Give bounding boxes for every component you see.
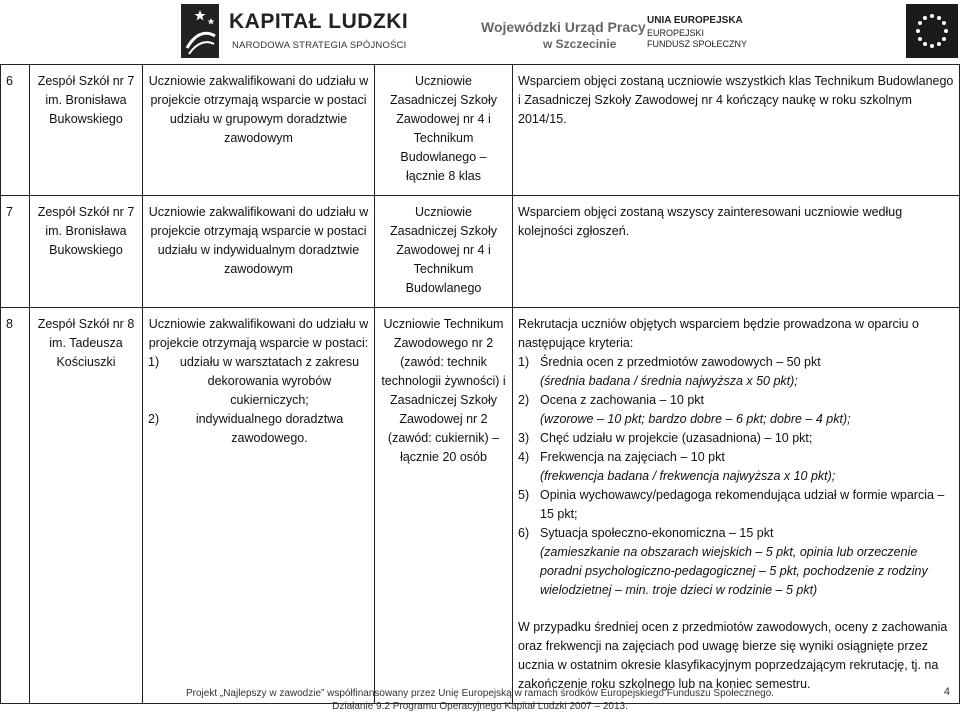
list-number: 5) [518,488,530,502]
criterion-text: Chęć udziału w projekcie (uzasadniona) – 10 pkt; [540,431,813,445]
target-participants: Uczniowie Technikum Zawodowego nr 2 (zawód: technik technologii żywności) i Zasadniczej Szkoły Zawodowej nr 2 (zawód: cukiernik) – łącznie 20 osób [375,308,513,704]
logo-subtitle: NARODOWA STRATEGIA SPÓJNOŚCI [232,40,407,51]
recruitment-criteria: Wsparciem objęci zostaną uczniowie wszystkich klas Technikum Budowlanego i Zasadniczej Szkoły Zawodowej nr 4 kończący naukę w roku szkolnym 2014/15. [513,65,960,196]
eu-flag-logo [906,4,958,58]
recruitment-criteria: Wsparciem objęci zostaną wszyscy zainteresowani uczniowie według kolejności zgłoszeń. [513,196,960,308]
list-text: udziału w warsztatach z zakresu dekorowania wyrobów cukierniczych; [179,355,360,407]
list-number: 2) [148,412,160,426]
table-row [1,196,960,308]
list-number: 6) [518,526,530,540]
list-number: 2) [518,393,530,407]
office-name: Wojewódzki Urząd Pracy [481,19,646,35]
office-city: w Szczecinie [543,37,617,51]
page-header [0,0,960,62]
school-name: Zespół Szkół nr 7 im. Bronisława Bukowskiego [30,196,143,308]
list-item [518,353,954,391]
list-number: 1) [148,355,160,369]
row-number: 7 [1,196,30,308]
description-intro: Uczniowie zakwalifikowani do udziału w projekcie otrzymają wsparcie w postaci: [148,317,369,350]
criterion-note: (średnia badana / średnia najwyższa x 50 pkt); [540,374,798,388]
list-text: indywidualnego doradztwa zawodowego. [195,412,344,445]
criteria-intro: Rekrutacja uczniów objętych wsparciem będzie prowadzona w oparciu o następujące kryteria: [518,317,919,350]
list-item [518,486,954,524]
list-item [148,353,369,410]
support-description [143,308,375,704]
eu-label: UNIA EUROPEJSKA [647,15,743,26]
target-participants: Uczniowie Zasadniczej Szkoły Zawodowej nr 4 i Technikum Budowlanego [375,196,513,308]
list-item [518,429,954,448]
criterion-note: (zamieszkanie na obszarach wiejskich – 5 pkt, opinia lub orzeczenie poradni psychologiczno-pedagogicznej – 5 pkt, pochodzenie z rodziny wielodzietnej – min. troje dzieci w rodzinie – 5 pkt) [540,545,928,597]
page-number: 4 [943,686,950,698]
criterion-note: (wzorowe – 10 pkt; bardzo dobre – 6 pkt; dobre – 4 pkt); [540,412,851,426]
list-number: 3) [518,431,530,445]
criterion-note: (frekwencja badana / frekwencja najwyższa x 10 pkt); [540,469,836,483]
list-number: 1) [518,355,530,369]
eu-fund-label-1: EUROPEJSKI [647,28,705,38]
criterion-text: Średnia ocen z przedmiotów zawodowych – 50 pkt [540,355,821,369]
page-footer [0,687,960,713]
criterion-text: Sytuacja społeczno-ekonomiczna – 15 pkt [540,526,774,540]
list-number: 4) [518,450,530,464]
kapital-ludzki-logo [181,4,219,58]
criteria-footnote: W przypadku średniej ocen z przedmiotów zawodowych, oceny z zachowania oraz frekwencji na zajęciach pod uwagę bierze się wyniki osiągnięte przez ucznia w ostatnim okresie klasyfikacyjnym poprzedzającym rekrutację, tj. na zakończenie roku szkolnego lub na koniec semestru. [518,620,948,691]
table-row [1,308,960,704]
support-description: Uczniowie zakwalifikowani do udziału w projekcie otrzymają wsparcie w postaci udziału w grupowym doradztwie zawodowym [143,65,375,196]
recruitment-table [0,64,960,704]
target-participants: Uczniowie Zasadniczej Szkoły Zawodowej nr 4 i Technikum Budowlanego – łącznie 8 klas [375,65,513,196]
logo-title: KAPITAŁ LUDZKI [229,10,409,33]
list-item [518,448,954,486]
criterion-text: Frekwencja na zajęciach – 10 pkt [540,450,725,464]
list-item [148,410,369,448]
criteria-list [518,353,954,600]
footer-project-line: Projekt „Najlepszy w zawodzie” współfinansowany przez Unię Europejską w ramach środków Europejskiego Funduszu Społecznego. [185,688,775,699]
footer-program-line: Działanie 9.2 Programu Operacyjnego Kapitał Ludzki 2007 – 2013. [332,701,628,712]
eu-fund-label-2: FUNDUSZ SPOŁECZNY [647,39,748,49]
school-name: Zespół Szkół nr 7 im. Bronisława Bukowskiego [30,65,143,196]
table-row [1,65,960,196]
criterion-text: Ocena z zachowania – 10 pkt [540,393,704,407]
recruitment-criteria [513,308,960,704]
support-description: Uczniowie zakwalifikowani do udziału w projekcie otrzymają wsparcie w postaci udziału w indywidualnym doradztwie zawodowym [143,196,375,308]
criterion-text: Opinia wychowawcy/pedagoga rekomendująca udział w formie wparcia – 15 pkt; [540,488,945,521]
description-list [148,353,369,448]
row-number: 8 [1,308,30,704]
list-item [518,391,954,429]
row-number: 6 [1,65,30,196]
list-item [518,524,954,600]
school-name: Zespół Szkół nr 8 im. Tadeusza Kościuszki [30,308,143,704]
